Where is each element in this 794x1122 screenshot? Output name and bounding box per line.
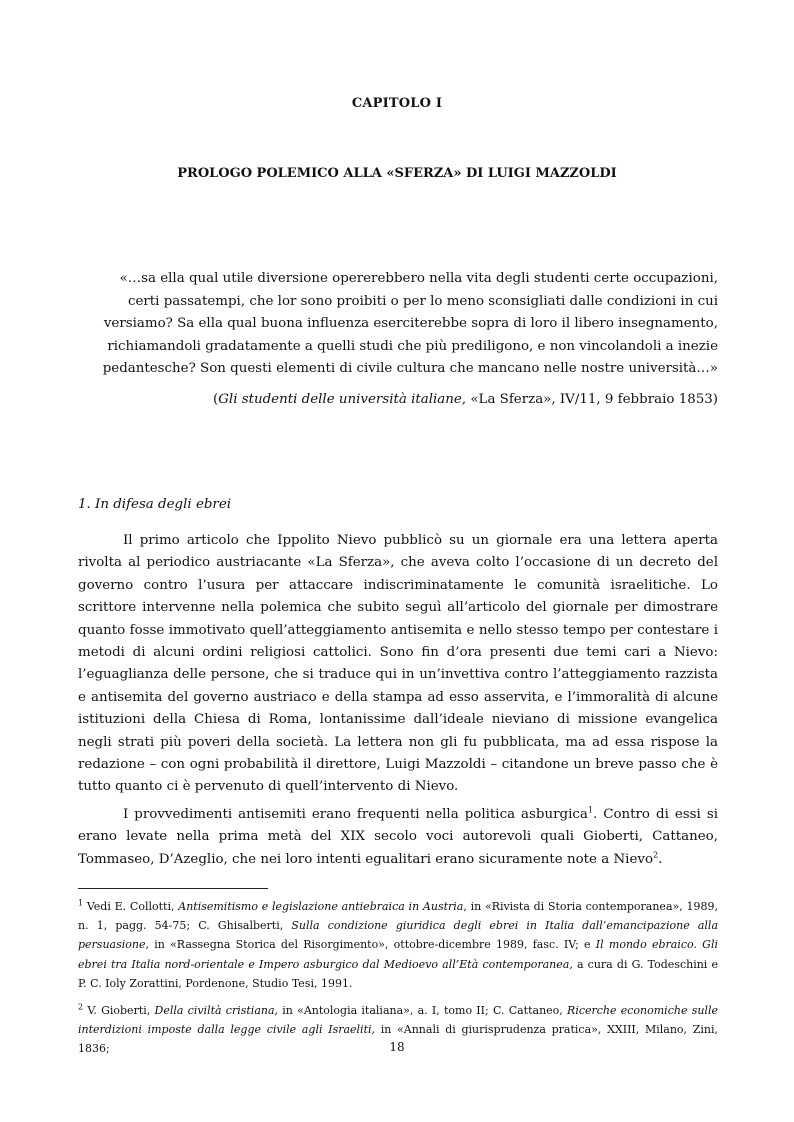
footnote-text: , in «Antologia italiana», a. I, tomo II; C. Cattaneo, bbox=[274, 1004, 568, 1017]
epigraph bbox=[78, 268, 718, 381]
body-paragraph bbox=[78, 804, 718, 871]
footnote-ref[interactable]: 1 bbox=[587, 805, 593, 815]
paragraph-text: I provvedimenti antisemiti erano frequenti nella politica asburgica bbox=[123, 807, 588, 822]
epigraph-line: «…sa ella qual utile diversione opererebbero nella vita degli studenti certe occupazioni, bbox=[119, 271, 718, 286]
paragraph-text: . Contro di essi si erano levate nella prima metà del XIX secolo voci autorevoli quali Gioberti, Cattaneo, Tommaseo, D’Azeglio, che nei loro intenti egualitari erano sicuramente note a Nievo bbox=[78, 807, 718, 867]
footnote-text: , a cura di G. Todeschini e P. C. Ioly Zorattini, Pordenone, Studio Tesi, 1991. bbox=[78, 957, 718, 990]
citation-title: Gli studenti delle università italiane bbox=[218, 392, 462, 407]
footnote-text: , in «Rivista di Storia contemporanea», 1989, n. 1, pagg. 54-75; C. Ghisalberti, bbox=[78, 900, 718, 933]
footnote-title: Il mondo ebraico. Gli ebrei tra Italia nord-orientale e Impero asburgico dal Medioevo all’Età contemporanea bbox=[78, 938, 718, 971]
citation-open: ( bbox=[212, 392, 219, 407]
footnote-ref[interactable]: 2 bbox=[653, 850, 659, 860]
epigraph-line: certi passatempi, che lor sono proibiti o per lo meno sconsigliati dalle condizioni in cui bbox=[127, 293, 718, 309]
footnote-text: Vedi E. Collotti, bbox=[83, 900, 179, 913]
epigraph-line: versiamo? Sa ella qual buona influenza eserciterebbe sopra di loro il libero insegnamento, bbox=[103, 316, 718, 332]
paragraph-text: . bbox=[658, 851, 663, 867]
footnote-title: Sulla condizione giuridica degli ebrei in Italia dall’emancipazione alla persuasione bbox=[78, 919, 718, 952]
chapter-subtitle: PROLOGO POLEMICO ALLA «SFERZA» DI LUIGI MAZZOLDI bbox=[177, 166, 617, 181]
footnote-text: , in «Annali di giurisprudenza pratica», XXIII, Milano, Zini, 1836; bbox=[78, 1023, 719, 1056]
footnote-mark: 1 bbox=[78, 898, 84, 908]
body-paragraph: Il primo articolo che Ippolito Nievo pubblicò su un giornale era una lettera aperta rivolta al periodico austriacante «La Sferza», che aveva colto l’occasione di un decreto del governo contro l’usura per attaccare indiscriminatamente le comunità israelitiche. Lo scrittore intervenne nella polemica che subito seguì all’articolo del giornale per dimostrare quanto fosse immotivato quell’atteggiamento antisemita e nello stesso tempo per contestare i metodi di alcuni ordini religiosi cattolici. Sono fin d’ora presenti due temi cari a Nievo: l’eguaglianza delle persone, che si traduce qui in un’invettiva contro l’atteggiamento razzista e antisemita del governo austriaco e della stampa ad esso asservita, e l’immoralità di alcune istituzioni della Chiesa di Roma, lontanissime dall’ideale nieviano di missione evangelica negli strati più poveri della società. La lettera non gli fu pubblicata, ma ad essa rispose la redazione – con ogni probabilità il direttore, Luigi Mazzoldi – citandone un breve passo che è tutto quanto ci è pervenuto di quell’intervento di Nievo. bbox=[78, 533, 718, 795]
epigraph-citation bbox=[78, 392, 718, 407]
footnote-title: Antisemitismo e legislazione antiebraica in Austria bbox=[178, 900, 464, 913]
epigraph-line: pedantesche? Son questi elementi di civile cultura che mancano nelle nostre università…» bbox=[102, 361, 718, 377]
footnote-text: , in «Rassegna Storica del Risorgimento», ottobre-dicembre 1989, fasc. IV; e bbox=[145, 938, 596, 952]
section-title: 1. In difesa degli ebrei bbox=[78, 497, 232, 512]
citation-rest: , «La Sferza», IV/11, 9 febbraio 1853) bbox=[461, 392, 718, 407]
footnote-title: Ricerche economiche sulle interdizioni imposte dalla legge civile agli Israeliti bbox=[78, 1004, 718, 1037]
footnote bbox=[78, 897, 718, 993]
epigraph-line: richiamandoli gradatamente a quelli studi che più prediligono, e non vincolandoli a inezie bbox=[107, 338, 718, 354]
footnote-mark: 2 bbox=[78, 1002, 84, 1012]
chapter-heading: CAPITOLO I bbox=[351, 96, 443, 111]
footnote-text: V. Gioberti, bbox=[83, 1004, 155, 1017]
footnote-title: Della civiltà cristiana bbox=[154, 1004, 275, 1017]
footnote-separator bbox=[78, 888, 268, 889]
page-number: 18 bbox=[389, 1040, 405, 1054]
